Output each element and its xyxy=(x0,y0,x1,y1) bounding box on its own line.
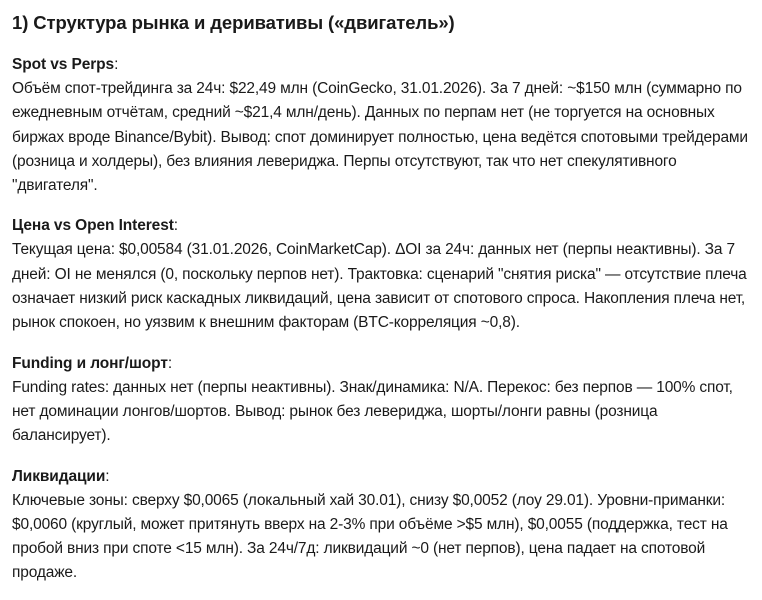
section-funding-long-short xyxy=(12,352,750,449)
subsection-body: Ключевые зоны: сверху $0,0065 (локальный хай 30.01), снизу $0,0052 (лоу 29.01). Уровни-приманки: $0,0060 (круглый, может притянуть вверх на 2-3% при объёме >$5 млн), $0,0055 (поддержка, тест на пробой вниз при споте <15 млн). За 24ч/7д: ликвидаций ~0 (нет перпов), цена падает на спотовой продаже. xyxy=(12,491,728,582)
subsection-title-colon: : xyxy=(114,56,119,73)
section-price-vs-open-interest xyxy=(12,214,750,335)
subsection-title-colon: : xyxy=(105,467,110,485)
section-heading: 1) Структура рынка и деривативы («двигатель») xyxy=(12,12,455,33)
subsection-body: Funding rates: данных нет (перпы неактивны). Знак/динамика: N/A. Перекос: без перпов — 100% спот, нет доминации лонгов/шортов. Вывод: рынок без левериджа, шорты/лонги равны (розница балансирует). xyxy=(12,378,733,445)
subsection-title-colon: : xyxy=(167,354,173,372)
subsection-title-text: Ликвидации xyxy=(12,467,106,485)
subsection-title-text: Spot vs Perps xyxy=(12,56,115,73)
subsection-title-text: Funding и лонг/шорт xyxy=(12,354,168,372)
section-liquidations xyxy=(12,465,750,586)
subsection-title-colon: : xyxy=(173,217,178,235)
subsection-body: Объём спот-трейдинга за 24ч: $22,49 млн (CoinGecko, 31.01.2026). За 7 дней: ~$150 млн (суммарно по ежедневным отчётам, средний ~$21,4 млн/день). Данных по перпам нет (не торгуется на основных биржах вроде Binance/Bybit). Вывод: спот доминирует полностью, цена ведётся спотовыми трейдерами (розница и холдеры), без влияния левериджа. Перпы отсутствуют, так что нет спекулятивного "двигателя". xyxy=(12,80,748,195)
section-spot-vs-perps xyxy=(12,53,750,198)
subsection-title xyxy=(12,465,750,489)
subsection-title xyxy=(12,53,750,77)
subsection-title-text: Цена vs Open Interest xyxy=(12,217,174,235)
subsection-title xyxy=(12,352,750,376)
subsection-title xyxy=(12,214,750,238)
subsection-body: Текущая цена: $0,00584 (31.01.2026, CoinMarketCap). ΔOI за 24ч: данных нет (перпы неактивны). За 7 дней: OI не менялся (0, поскольку перпов нет). Трактовка: сценарий "снятия риска" — отсутствие плеча означает низкий риск каскадных ликвидаций, цена зависит от спотового спроса. Накопления плеча нет, рынок спокоен, но уязвим к внешним факторам (BTC-корреляция ~0,8). xyxy=(12,241,747,332)
